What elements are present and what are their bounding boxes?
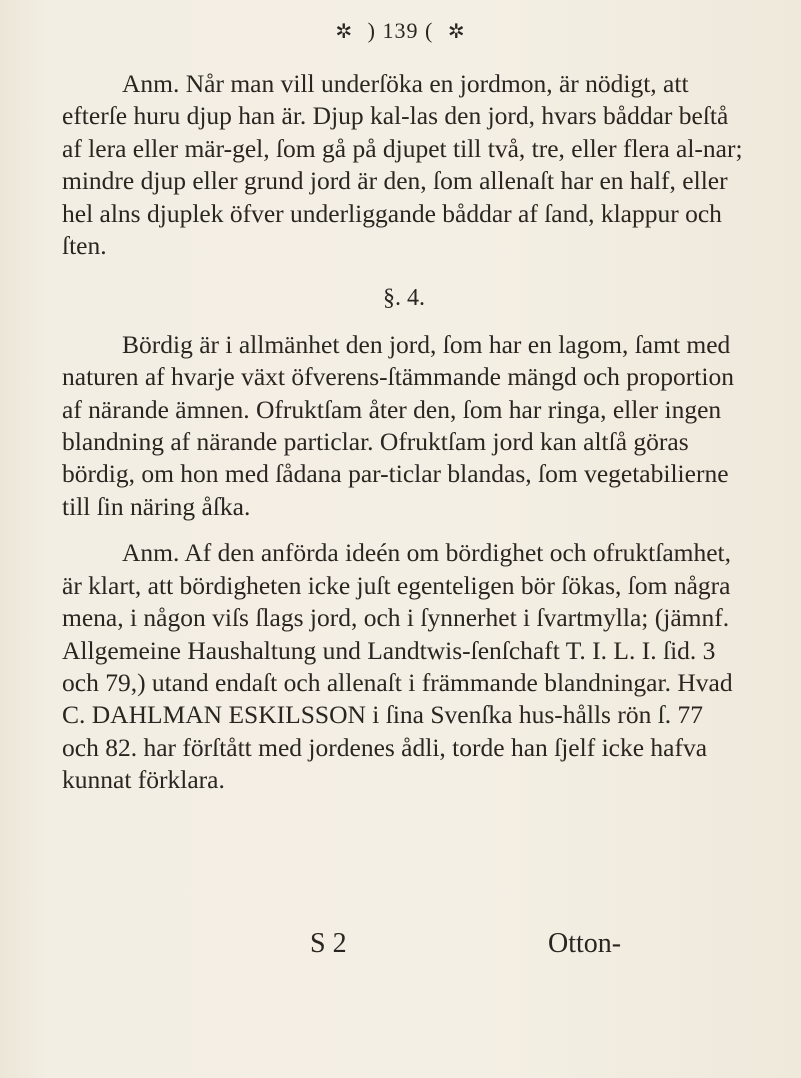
section-heading: §. 4. (383, 285, 425, 312)
page-number: ) 139 ( (367, 18, 434, 43)
signature-mark: S 2 (310, 928, 347, 959)
page-body (62, 68, 746, 797)
running-header (0, 18, 801, 44)
left-ornament-icon: ✲ (335, 21, 354, 43)
paragraph-anm-1: Anm. Når man vill underſöka en jordmon, är nödigt, att efterſe huru djup han är. Djup kal-las den jord, hvars båddar beſtå af lera eller mär-gel, ſom gå på djupet till två, tre, eller flera al-nar; mindre djup eller grund jord är den, ſom allenaſt har en half, eller hel alns djuplek öfver underliggande båddar af ſand, klappur och ſten. (62, 69, 743, 261)
catchword: Otton- (548, 928, 622, 959)
right-ornament-icon: ✲ (447, 21, 466, 43)
paragraph-section-4: Bördig är i allmänhet den jord, ſom har en lagom, ſamt med naturen af hvarje växt öfverens-ſtämmande mängd och proportion af närande ämnen. Ofruktſam åter den, ſom har ringa, eller ingen blandning af närande particlar. Ofruktſam jord kan altſå göras bördig, om hon med ſådana par-ticlar blandas, ſom vegetabilierne till ſin näring åſka. (62, 329, 734, 521)
paragraph-anm-2: Anm. Af den anförda ideén om bördighet och ofruktſamhet, är klart, att bördigheten icke juſt egenteligen bör ſökas, ſom några mena, i någon viſs ſlags jord, och i ſynnerhet i ſvartmylla; (jämnf. Allgemeine Haushaltung und Landtwis-ſenſchaft T. I. L. I. ſid. 3 och 79,) utand endaſt och allenaſt i främmande blandningar. Hvad C. DAHLMAN ESKILSSON i ſina Svenſka hus-hålls rön ſ. 77 och 82. har förſtått med jordenes ådli, torde han ſjelf icke hafva kunnat förklara. (62, 538, 733, 795)
